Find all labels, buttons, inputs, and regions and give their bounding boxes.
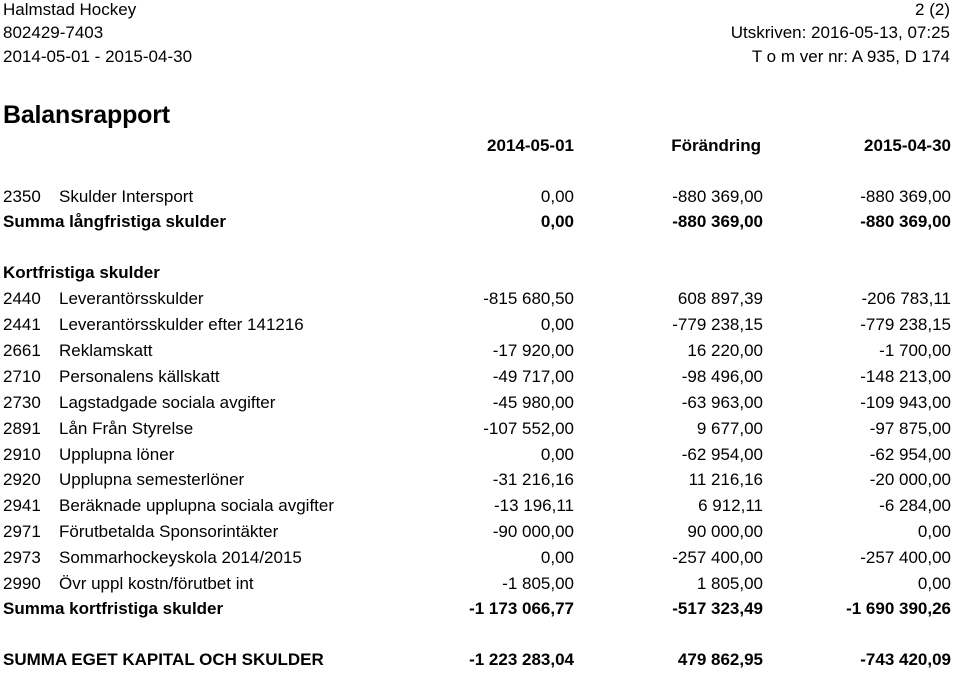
table-row [0,393,960,417]
value-change: 11 216,16 [688,470,763,489]
value-end: 0,00 [917,574,951,593]
value-end: -779 238,15 [860,315,951,334]
account-name: Övr uppl kostn/förutbet int [59,574,254,593]
value-change: -63 963,00 [681,393,763,412]
account-number: 2661 [3,341,41,360]
column-heading-change: Förändring [671,136,761,155]
account-name: Skulder Intersport [59,187,194,206]
value-end: -880 369,00 [860,212,951,231]
value-start: -815 680,50 [483,289,574,308]
account-number: 2973 [3,548,41,567]
table-row [0,419,960,443]
value-change: 6 912,11 [698,496,763,515]
value-start: -1 805,00 [502,574,574,593]
value-change: 479 862,95 [677,650,763,669]
table-row [0,548,960,572]
table-row [0,187,960,211]
value-start: -45 980,00 [492,393,574,412]
value-change: -62 954,00 [681,445,763,464]
account-number: 2440 [3,289,41,308]
value-end: -109 943,00 [860,393,951,412]
account-name: Leverantörsskulder efter 141216 [59,315,304,334]
value-change: -517 323,49 [672,599,763,618]
account-name: Upplupna semesterlöner [59,470,245,489]
page-number: 2 (2) [915,0,950,19]
section-heading-short-term [0,263,960,287]
account-number: 2730 [3,393,41,412]
column-heading-end: 2015-04-30 [864,136,951,155]
value-start: -17 920,00 [492,341,574,360]
value-start: 0,00 [540,212,574,231]
account-name: Personalens källskatt [59,367,220,386]
value-change: 9 677,00 [696,419,763,438]
table-row [0,574,960,598]
account-name: Förutbetalda Sponsorintäkter [59,522,279,541]
account-name: Sommarhockeyskola 2014/2015 [59,548,302,567]
table-row [0,445,960,469]
value-change: -98 496,00 [681,367,763,386]
value-change: 608 897,39 [677,289,763,308]
subtotal-label: Summa långfristiga skulder [3,212,226,231]
value-start: -1 173 066,77 [469,599,574,618]
value-end: -206 783,11 [861,289,951,308]
value-start: 0,00 [540,548,574,567]
account-name: Reklamskatt [59,341,153,360]
value-change: 90 000,00 [687,522,763,541]
value-end: -6 284,00 [879,496,951,515]
account-number: 2891 [3,419,41,438]
header-line-2 [0,23,960,47]
account-name: Beräknade upplupna sociala avgifter [59,496,335,515]
value-start: -49 717,00 [492,367,574,386]
value-end: -743 420,09 [860,650,951,669]
value-end: -148 213,00 [860,367,951,386]
account-name: Upplupna löner [59,445,175,464]
report-title: Balansrapport [3,101,170,129]
header-line-3 [0,47,960,71]
value-start: 0,00 [540,187,574,206]
table-row [0,315,960,339]
account-number: 2350 [3,187,41,206]
table-row [0,470,960,494]
value-end: -97 875,00 [869,419,951,438]
account-number: 2941 [3,496,41,515]
header-line-1 [0,0,960,24]
table-row [0,496,960,520]
account-name: Lån Från Styrelse [59,419,194,438]
value-end: -62 954,00 [869,445,951,464]
grand-total-label: SUMMA EGET KAPITAL OCH SKULDER [3,650,324,669]
section-heading: Kortfristiga skulder [3,263,160,282]
org-name: Halmstad Hockey [3,0,137,19]
value-change: -880 369,00 [672,187,763,206]
value-end: -20 000,00 [869,470,951,489]
account-number: 2990 [3,574,41,593]
version-range: T o m ver nr: A 935, D 174 [751,47,950,66]
value-change: 1 805,00 [696,574,763,593]
value-end: -257 400,00 [860,548,951,567]
value-change: -257 400,00 [672,548,763,567]
subtotal-row-short-term [0,599,960,623]
grand-total-row [0,650,960,674]
value-end: -880 369,00 [860,187,951,206]
column-heading-start: 2014-05-01 [487,136,574,155]
account-name: Lagstadgade sociala avgifter [59,393,276,412]
subtotal-row-long-term [0,212,960,236]
value-start: -90 000,00 [492,522,574,541]
account-number: 2910 [3,445,41,464]
account-number: 2920 [3,470,41,489]
account-number: 2441 [3,315,41,334]
org-number: 802429-7403 [3,23,104,42]
table-row [0,367,960,391]
value-change: 16 220,00 [687,341,763,360]
value-start: -13 196,11 [493,496,574,515]
value-end: -1 700,00 [879,341,951,360]
subtotal-label: Summa kortfristiga skulder [3,599,224,618]
account-number: 2710 [3,367,41,386]
table-row [0,289,960,313]
table-row [0,522,960,546]
value-end: 0,00 [917,522,951,541]
printed-timestamp: Utskriven: 2016-05-13, 07:25 [730,23,950,42]
value-start: -107 552,00 [483,419,574,438]
value-start: 0,00 [540,445,574,464]
account-number: 2971 [3,522,41,541]
report-period: 2014-05-01 - 2015-04-30 [3,47,193,66]
value-change: -779 238,15 [672,315,763,334]
account-name: Leverantörsskulder [59,289,204,308]
value-change: -880 369,00 [672,212,763,231]
value-start: 0,00 [540,315,574,334]
value-end: -1 690 390,26 [846,599,951,618]
value-start: -31 216,16 [492,470,574,489]
table-row [0,341,960,365]
value-start: -1 223 283,04 [469,650,574,669]
